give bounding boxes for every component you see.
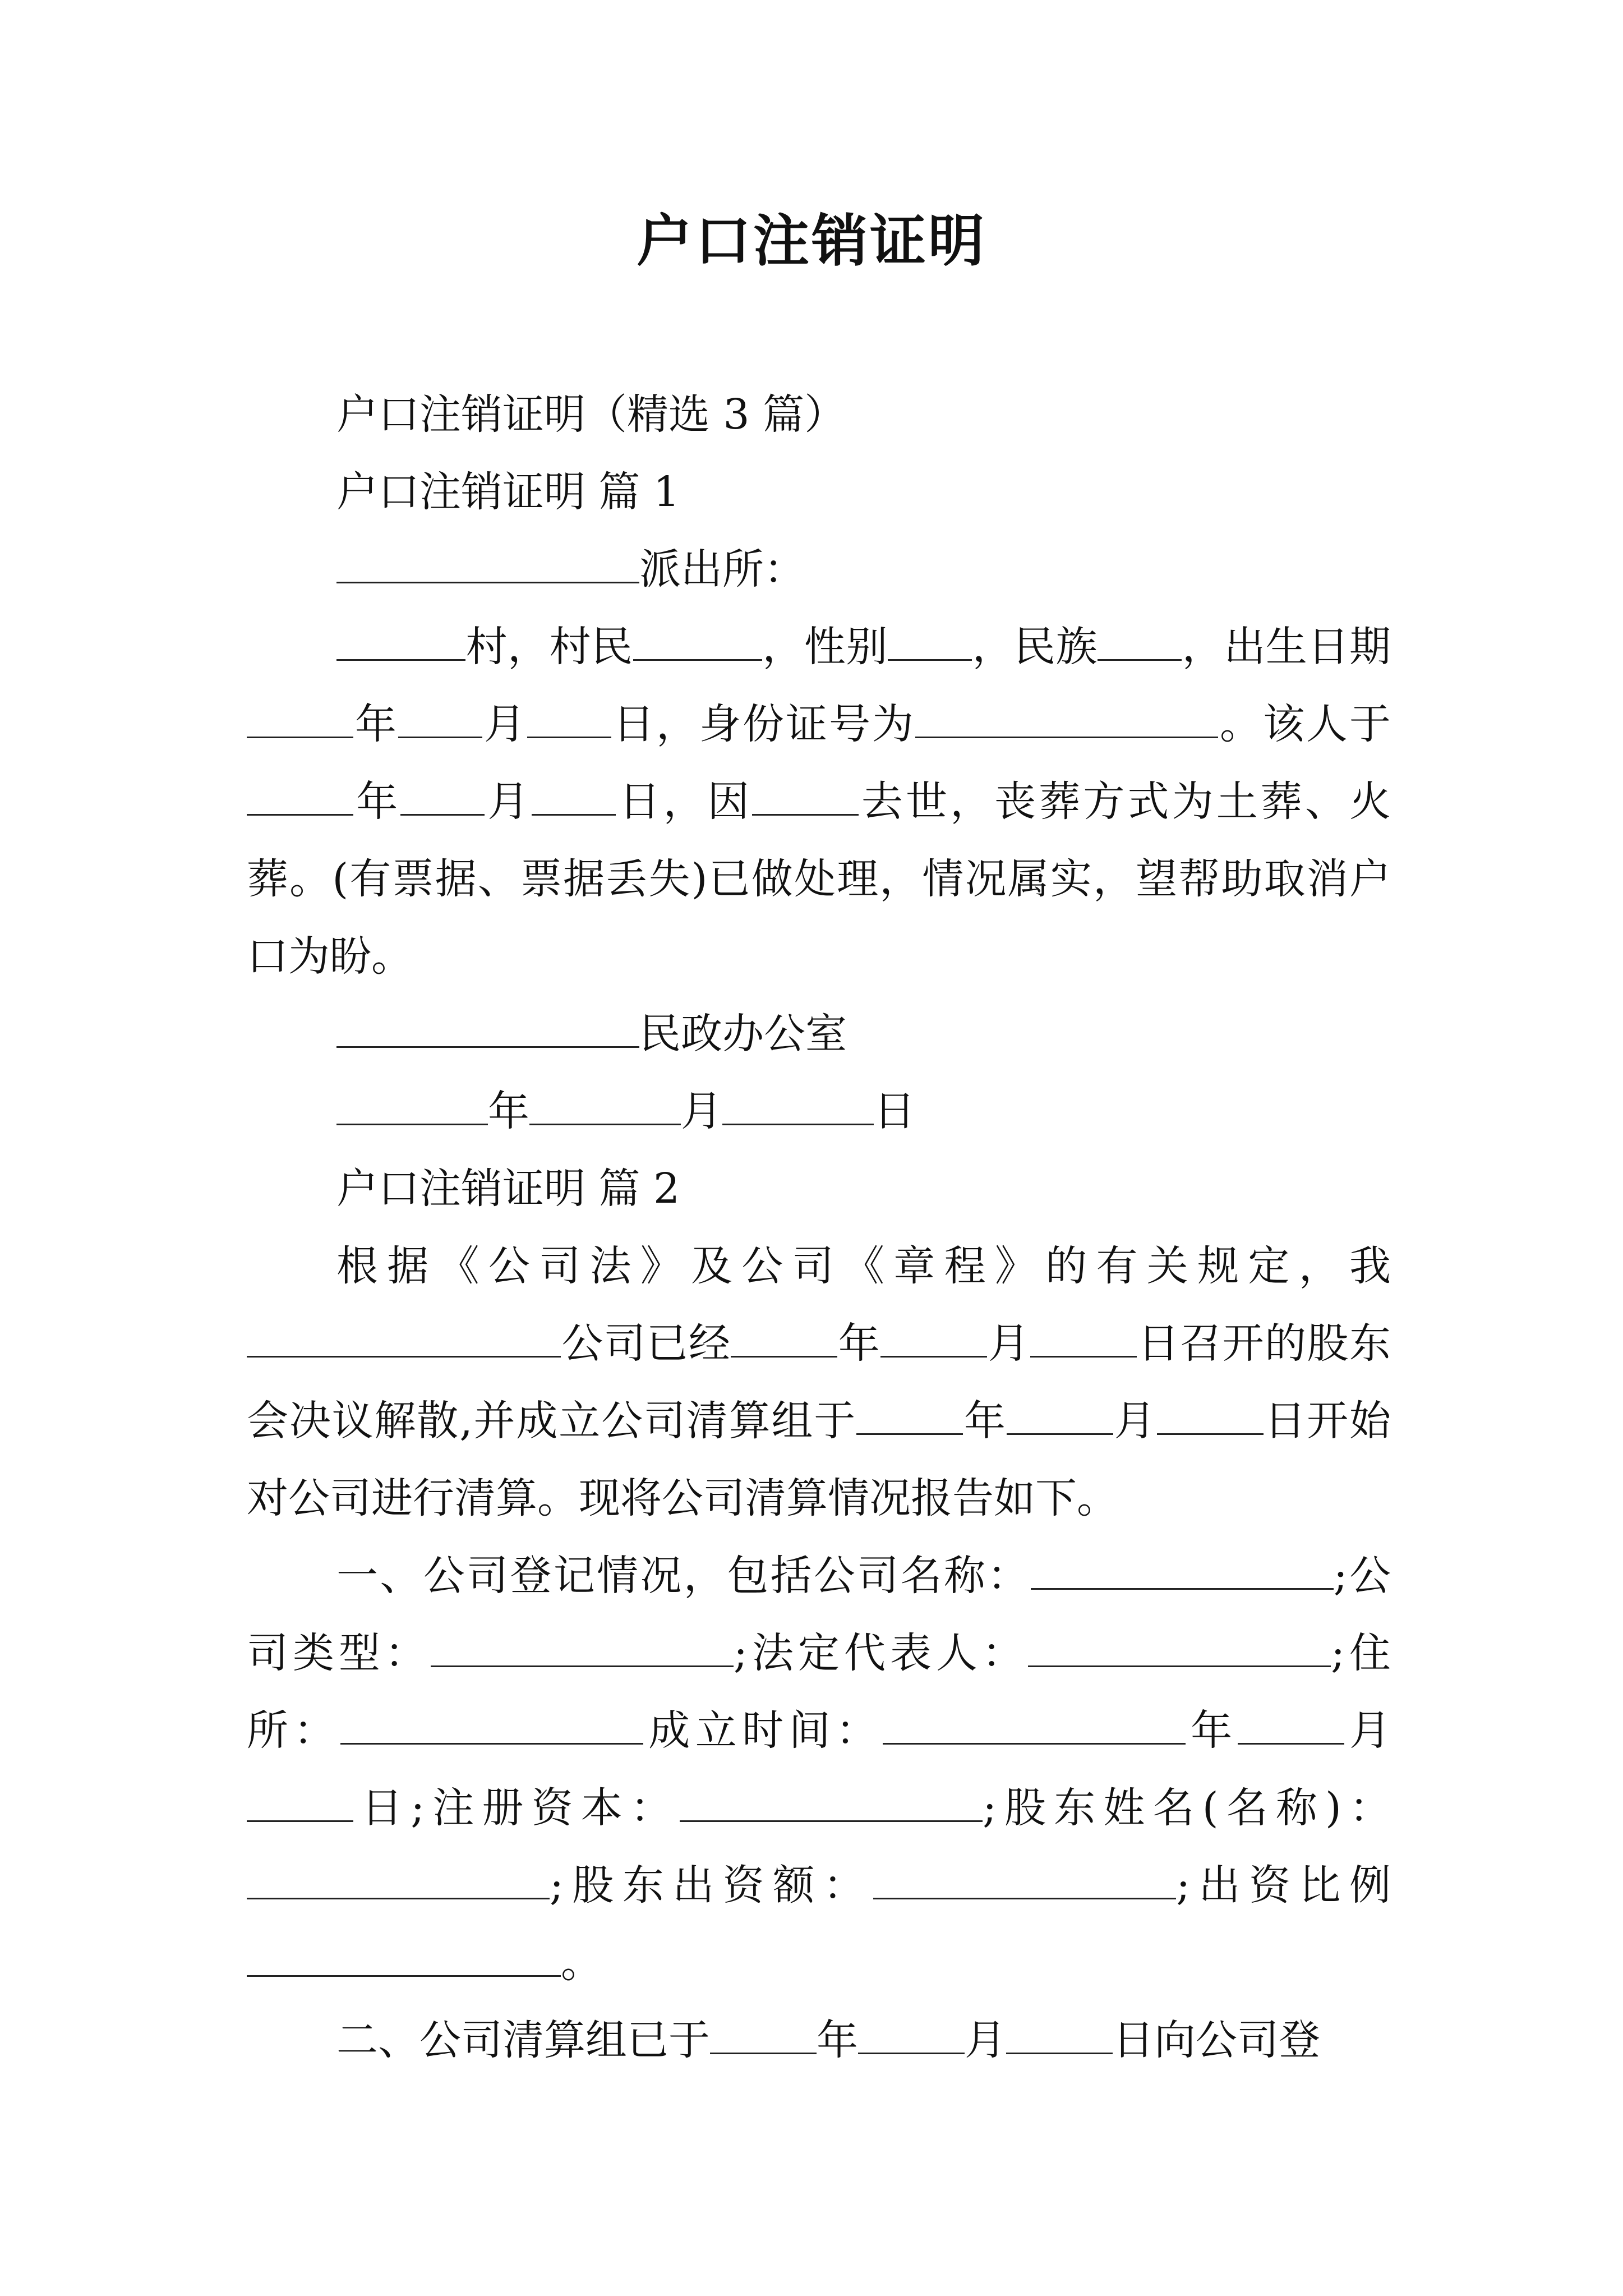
blank-line: [1031, 1554, 1334, 1590]
blank-line: [340, 1709, 643, 1745]
blank-line: [336, 1013, 639, 1048]
text-span: ，民族: [972, 623, 1098, 671]
blank-line: [710, 2019, 817, 2054]
text-span: 年: [353, 777, 401, 826]
blank-line: [400, 780, 485, 816]
text-span: 日，因: [616, 777, 752, 826]
blank-line: [336, 1090, 488, 1125]
text-span: ，性别: [762, 623, 888, 671]
blank-line: [880, 1322, 987, 1358]
text-span: ;公司类型：: [247, 1552, 1391, 1677]
blank-line: [247, 1941, 561, 1977]
text-span: 日;注册资本：: [353, 1784, 680, 1832]
heading-part-1: 户口注销证明 篇 1: [336, 468, 680, 516]
text-span: 日召开的股东会决议解散,并成立公司清算组于: [247, 1319, 1391, 1445]
blank-line: [680, 1787, 983, 1822]
company-paragraph: [247, 1227, 1391, 1537]
blank-line: [1006, 2019, 1113, 2054]
text-span: 日向公司登: [1113, 2016, 1320, 2064]
text-span: ;出资比例: [1176, 1861, 1391, 1910]
text-span: 年: [1185, 1706, 1238, 1755]
blank-line: [247, 1787, 353, 1822]
date-line: [247, 1073, 1391, 1150]
text-span: 年: [817, 2016, 858, 2064]
heading-part-2: 户口注销证明 篇 2: [336, 1165, 680, 1213]
police-station-line: [247, 531, 1391, 608]
blank-line: [247, 780, 353, 816]
text-span: ，出生日期: [1182, 623, 1391, 671]
blank-line: [1007, 1400, 1113, 1435]
text-span: 去世，丧葬方式为土葬、火葬。(有票据、票据丢失)已做处理，情况属实，望帮助取消户口为盼。: [247, 777, 1391, 981]
text-span: 年: [488, 1087, 529, 1135]
text-span: 。: [561, 1939, 602, 1987]
blank-line: [1030, 1322, 1137, 1358]
blank-line: [527, 703, 611, 738]
text-span: ;住所：: [247, 1629, 1391, 1755]
blank-line: [856, 1400, 963, 1435]
document-title: 户口注销证明: [637, 208, 986, 274]
registration-paragraph: [247, 1537, 1391, 2001]
text-span: 月: [485, 777, 532, 826]
blank-line: [247, 703, 353, 738]
blank-line: [722, 1090, 874, 1125]
civil-office-label: 民政办公室: [639, 1010, 847, 1058]
blank-line: [532, 780, 616, 816]
text-span: 一、公司登记情况，包括公司名称：: [336, 1552, 1031, 1600]
blank-line: [398, 703, 482, 738]
blank-line: [752, 780, 859, 816]
text-span: 村，村民: [465, 623, 633, 671]
blank-line: [883, 1709, 1186, 1745]
text-span: 月: [681, 1087, 722, 1135]
text-span: ;法定代表人：: [734, 1629, 1029, 1677]
text-span: 月: [987, 1319, 1031, 1368]
blank-line: [1157, 1400, 1264, 1435]
blank-line: [633, 625, 762, 661]
blank-line: [247, 1322, 561, 1358]
text-span: 日: [874, 1087, 915, 1135]
blank-line: [431, 1632, 734, 1667]
text-span: 年: [353, 700, 398, 748]
blank-line: [888, 625, 972, 661]
liquidation-paragraph: [247, 2001, 1391, 2079]
text-span: 年: [837, 1319, 881, 1368]
text-span: ;股东姓名(名称)：: [983, 1784, 1391, 1832]
text-span: ;股东出资额：: [550, 1861, 874, 1910]
civil-office-line: [247, 995, 1391, 1073]
text-span: 根据《公司法》及公司《章程》的有关规定，我: [336, 1242, 1391, 1290]
text-span: 二、公司清算组已于: [336, 2016, 710, 2064]
text-span: 。该人于: [1218, 700, 1391, 748]
text-span: 年: [963, 1397, 1007, 1445]
text-span: 公司已经: [561, 1319, 731, 1368]
blank-line: [1028, 1632, 1331, 1667]
blank-line: [915, 703, 1218, 738]
blank-line: [336, 548, 639, 583]
document-body: [247, 376, 1391, 2079]
text-span: 日开始对公司进行清算。现将公司清算情况报告如下。: [247, 1397, 1391, 1522]
villager-paragraph: [247, 608, 1391, 995]
blank-line: [336, 625, 465, 661]
blank-line: [1098, 625, 1182, 661]
text-span: 日，身份证号为: [611, 700, 915, 748]
text-span: 月: [482, 700, 527, 748]
blank-line: [1238, 1709, 1344, 1745]
heading-main: 户口注销证明（精选 3 篇）: [336, 390, 846, 439]
text-span: 成立时间：: [643, 1706, 883, 1755]
blank-line: [731, 1322, 837, 1358]
text-span: 月: [1113, 1397, 1157, 1445]
blank-line: [247, 1864, 550, 1899]
text-span: 月: [965, 2016, 1006, 2064]
blank-line: [858, 2019, 965, 2054]
text-span: 月: [1344, 1706, 1391, 1755]
blank-line: [873, 1864, 1176, 1899]
police-station-label: 派出所：: [639, 545, 805, 593]
blank-line: [529, 1090, 681, 1125]
